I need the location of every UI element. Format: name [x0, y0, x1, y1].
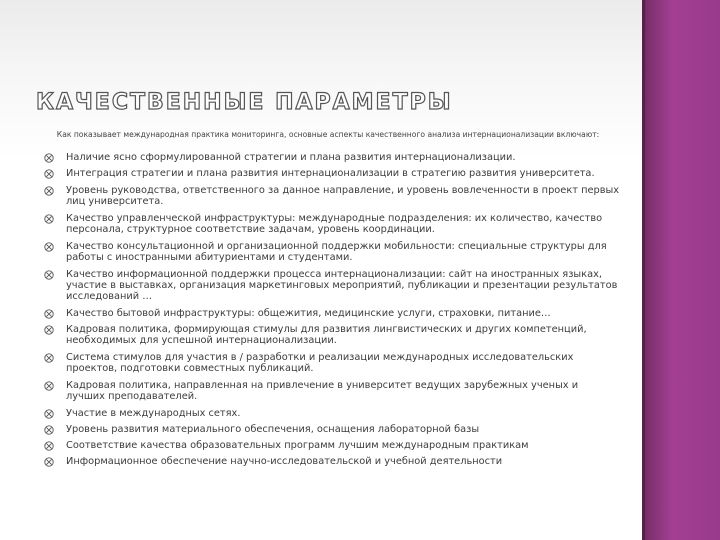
sidebar-edge — [642, 0, 645, 540]
circle-cross-bullet-icon — [44, 214, 54, 224]
list-item — [44, 380, 620, 402]
circle-cross-bullet-icon — [44, 381, 54, 391]
circle-cross-bullet-icon — [44, 169, 54, 179]
list-item-text: Кадровая политика, направленная на привлечение в университет ведущих зарубежных ученых и лучших преподавателей. — [66, 380, 579, 402]
list-item — [44, 152, 620, 163]
list-item-text: Участие в международных сетях. — [66, 408, 241, 419]
list-item — [44, 324, 620, 346]
circle-cross-bullet-icon — [44, 353, 54, 363]
list-item — [44, 269, 620, 302]
list-item — [44, 408, 620, 419]
circle-cross-bullet-icon — [44, 425, 54, 435]
list-item — [44, 185, 620, 207]
slide-title: КАЧЕСТВЕННЫЕ ПАРАМЕТРЫ — [36, 90, 453, 115]
circle-cross-bullet-icon — [44, 457, 54, 467]
circle-cross-bullet-icon — [44, 242, 54, 252]
list-item-text: Информационное обеспечение научно-исследовательской и учебной деятельности — [66, 456, 503, 467]
list-item-text: Уровень развития материального обеспечения, оснащения лабораторной базы — [66, 424, 480, 435]
list-item — [44, 424, 620, 435]
circle-cross-bullet-icon — [44, 325, 54, 335]
list-item-text: Интеграция стратегии и плана развития интернационализации в стратегию развития университета. — [66, 168, 595, 179]
circle-cross-bullet-icon — [44, 409, 54, 419]
list-item-text: Уровень руководства, ответственного за данное направление, и уровень вовлеченности в проект первых лиц университета. — [66, 185, 620, 207]
circle-cross-bullet-icon — [44, 153, 54, 163]
slide-intro: Как показывает международная практика мониторинга, основные аспекты качественного анализа интернационализации включают: — [56, 130, 600, 139]
list-item — [44, 241, 620, 263]
list-item — [44, 456, 620, 467]
circle-cross-bullet-icon — [44, 441, 54, 451]
list-item — [44, 352, 620, 374]
list-item — [44, 213, 620, 235]
circle-cross-bullet-icon — [44, 270, 54, 280]
circle-cross-bullet-icon — [44, 186, 54, 196]
decorative-sidebar — [642, 0, 720, 540]
list-item-text: Система стимулов для участия в / разработки и реализации международных исследовательских проектов, подготовки совместных публикаций. — [66, 352, 574, 374]
criteria-list — [44, 152, 620, 473]
list-item-text: Качество информационной поддержки процесса интернационализации: сайт на иностранных языках, участие в выставках, организация маркетинговых мероприятий, публикации и презентации результатов исследований … — [66, 269, 618, 302]
list-item — [44, 440, 620, 451]
list-item-text: Качество консультационной и организационной поддержки мобильности: специальные структуры для работы с иностранными абитуриентами и студентами. — [66, 241, 607, 263]
list-item-text: Качество управленческой инфраструктуры: международные подразделения: их количество, качество персонала, структурное соответствие задачам, уровень координации. — [66, 213, 603, 235]
list-item — [44, 308, 620, 319]
list-item-text: Соответствие качества образовательных программ лучшим международным практикам — [66, 440, 529, 451]
list-item — [44, 168, 620, 179]
list-item-text: Наличие ясно сформулированной стратегии и плана развития интернационализации. — [66, 152, 516, 163]
circle-cross-bullet-icon — [44, 309, 54, 319]
list-item-text: Кадровая политика, формирующая стимулы для развития лингвистических и других компетенций, необходимых для успешной интернационализации. — [66, 324, 587, 346]
list-item-text: Качество бытовой инфраструктуры: общежития, медицинские услуги, страховки, питание… — [66, 308, 551, 319]
